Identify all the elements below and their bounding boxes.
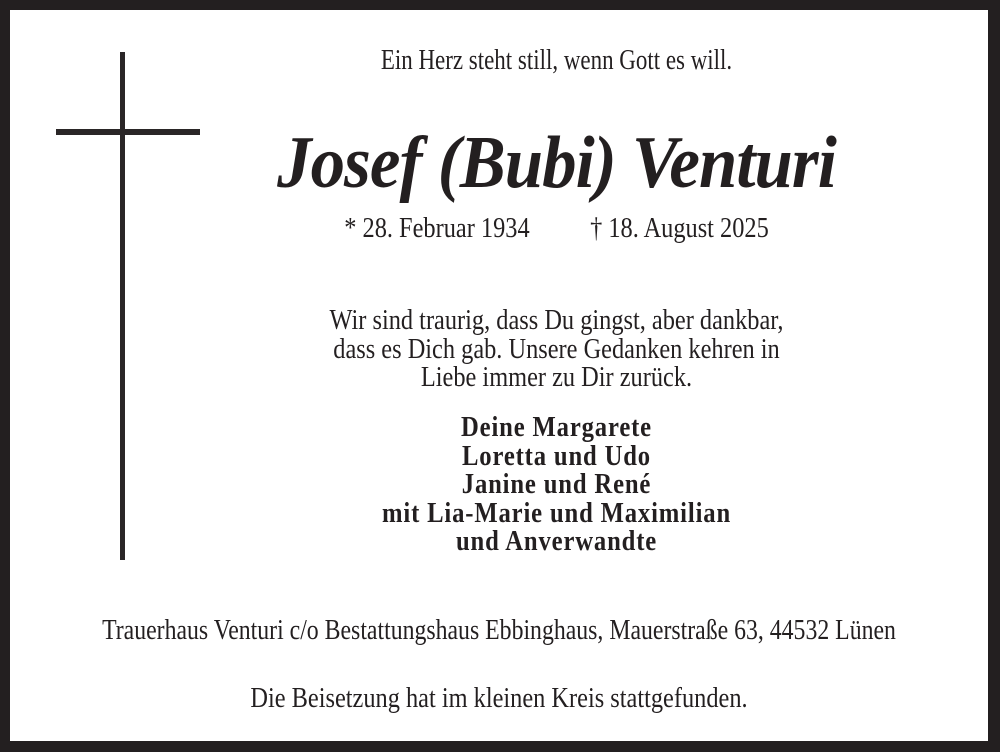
mourner-line: Deine Margarete [461, 411, 652, 443]
condolence-text [194, 306, 919, 392]
mourners-list [190, 413, 924, 556]
condolence-line: Wir sind traurig, dass Du gingst, aber dankbar, [329, 304, 784, 336]
deceased-name: Josef (Bubi) Venturi [277, 122, 836, 204]
mourner-line: mit Lia-Marie und Maximilian [381, 496, 732, 529]
condolence-line: dass es Dich gab. Unsere Gedanken kehren in [333, 332, 780, 365]
birth-date: * 28. Februar 1934 [344, 212, 530, 244]
mourner-line: Janine und René [461, 468, 652, 500]
condolence-line: Liebe immer zu Dir zurück. [420, 361, 693, 393]
burial-note: Die Beisetzung hat im kleinen Kreis stattgefunden. [250, 682, 748, 714]
life-dates-row [194, 211, 919, 245]
death-date: † 18. August 2025 [590, 212, 769, 244]
epigraph-line: Ein Herz steht still, wenn Gott es will. [380, 45, 733, 76]
mourner-line: Loretta und Udo [462, 439, 651, 472]
funeral-home-line: Trauerhaus Venturi c/o Bestattungshaus Ebbinghaus, Mauerstraße 63, 44532 Lünen [102, 614, 896, 646]
mourner-line: und Anverwandte [455, 525, 658, 557]
